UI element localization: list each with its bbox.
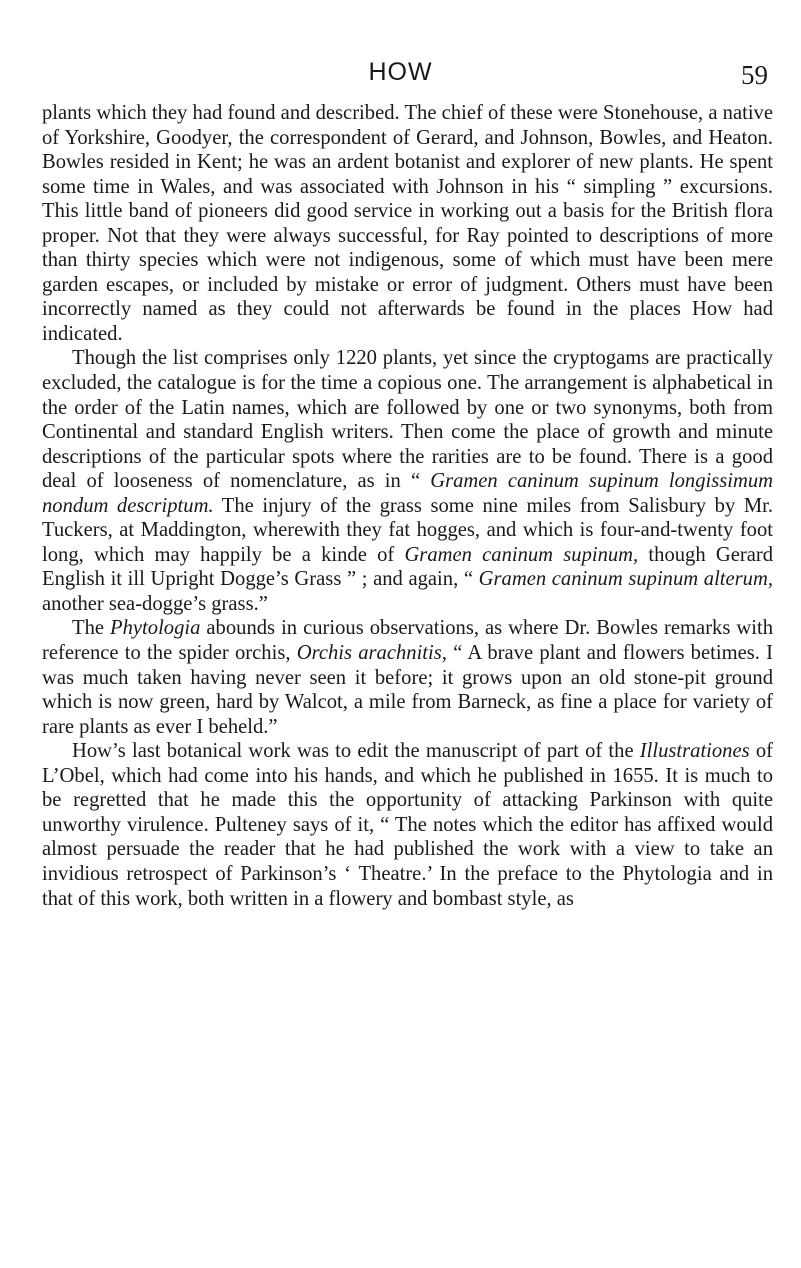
paragraph xyxy=(42,616,773,739)
text-run: Though the list comprises only 1220 plants, yet since the cryptogams are practically excluded, the catalogue is for the time a copious one. The arrangement is alphabetical in the order of the Latin names, which are followed by one or two synonyms, both from Continental and standard English writers. Then come the place of growth and minute descriptions of the particular spots where the rarities are to be found. There is a good deal of looseness of nomenclature, as in “ xyxy=(42,347,773,493)
italic-text-run: Phytologia xyxy=(110,617,201,640)
italic-text-run: Gramen caninum supinum, xyxy=(404,543,639,566)
body-text xyxy=(42,101,773,911)
text-run: abounds in curious observations, as where Dr. Bowles remarks with reference to the spider orchis, xyxy=(42,617,773,665)
italic-text-run: Illustrationes xyxy=(639,740,750,763)
text-run: plants which they had found and described. The chief of these were Stonehouse, a native of Yorkshire, Goodyer, the correspondent of Gerard, and Johnson, Bowles, and Heaton. Bowles resided in Kent; he was an ardent botanist and explorer of new plants. He spent some time in Wales, and was associated with Johnson in his “ simpling ” excursions. This little band of pioneers did good service in working out a basis for the British flora proper. Not that they were always successful, for Ray pointed to descriptions of more than thirty species which were not indigenous, some of which must have been mere garden escapes, or included by mistake or error of judgment. Others must have been incorrectly named as they could not afterwards be found in the places How had indicated. xyxy=(42,102,773,345)
italic-text-run: Gramen caninum supinum alterum, xyxy=(478,568,773,591)
text-run: The xyxy=(72,617,111,640)
text-run: another sea-dogge’s grass.” xyxy=(42,592,268,615)
text-run: “ A brave plant and flowers betimes. I was much taken having never seen it before; it grows upon an old stone-pit ground which is now green, hard by Walcot, a mile from Barneck, as fine a place for variety of rare plants as ever I beheld.” xyxy=(42,642,773,738)
running-header xyxy=(0,58,801,98)
italic-text-run: Gramen caninum supinum longissimum nondum descriptum. xyxy=(42,470,774,517)
paragraph xyxy=(42,739,773,911)
text-run: though Gerard English it ill Upright Dogge’s Grass ” ; and again, “ xyxy=(42,543,773,591)
text-run: How’s last botanical work was to edit the manuscript of part of the xyxy=(72,740,640,763)
text-run: The injury of the grass some nine miles from Salisbury by Mr. Tuckers, at Maddington, wherewith they fat hogges, and which is four-and-twenty foot long, which may happily be a kinde of xyxy=(42,494,774,566)
text-run: of L’Obel, which had come into his hands, and which he published in 1655. It is much to be regretted that he made this the opportunity of attacking Parkinson with quite unworthy virulence. Pulteney says of it, “ The notes which the editor has affixed would almost persuade the reader that he had published the work with a view to take an invidious retrospect of Parkinson’s ‘ Theatre.’ In the preface to the Phytologia and in that of this work, both written in a flowery and bombast style, as xyxy=(42,740,773,910)
paragraph xyxy=(42,101,773,346)
page-number: 59 xyxy=(741,60,768,90)
paragraph xyxy=(42,346,773,616)
italic-text-run: Orchis arachnitis, xyxy=(296,642,447,665)
running-head-title: HOW xyxy=(368,58,433,86)
